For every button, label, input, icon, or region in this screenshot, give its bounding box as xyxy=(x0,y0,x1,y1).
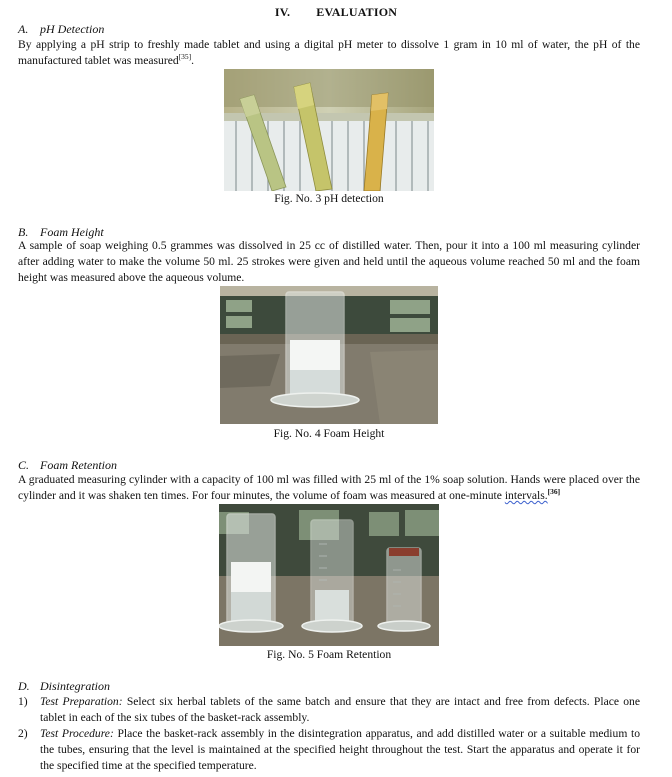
foam-retention-photo xyxy=(219,504,439,646)
step-label: Test Preparation: xyxy=(40,695,123,708)
section-b-title: B. Foam Height xyxy=(18,225,104,239)
section-a-paragraph: By applying a pH strip to freshly made tablet and using a digital pH meter to dissolve 1 gram in 10 ml of water, the pH of the manufactured tablet was measured[35]. xyxy=(18,38,640,67)
section-b-paragraph: A sample of soap weighing 0.5 grammes was dissolved in 25 cc of distilled water. Then, pour it into a 100 ml measuring cylinder after adding water to make the volume 50 ml. 25 strokes were given and held until the aqueous volume reached 50 ml and the foam height was measured above the aqueous volume. xyxy=(18,239,640,284)
heading-number: IV. xyxy=(274,5,291,19)
section-d-title: D. Disintegration xyxy=(18,679,111,693)
spellcheck-underlined-word: intervals. xyxy=(504,489,548,502)
citation: [36] xyxy=(547,487,561,497)
heading-title: EVALUATION xyxy=(316,5,398,19)
ph-strips-photo xyxy=(224,69,434,191)
figure-3-caption: Fig. No. 3 pH detection xyxy=(274,192,384,205)
disintegration-steps: 1) Test Preparation: Select six herbal tablets of the same batch and ensure that they are intact and free from defects. Place one tablet in each of the six tubes of the basket-rack assembly. 2) Test Procedure: Place the basket-rack assembly in the disintegration apparatus, and add distilled water or a suitable medium to the tubes, ensuring that the level is maintained at the specified height throughout the test. Start the apparatus and operate it for the specified time at the specified temperature. xyxy=(18,695,640,772)
section-heading xyxy=(0,5,672,20)
section-c-paragraph: A graduated measuring cylinder with a capacity of 100 ml was filled with 25 ml of the 1% soap solution. Hands were placed over the cylinder and it was shaken ten times. For four minutes, the volume of foam was measured at one-minute intervals.[36] xyxy=(18,473,640,502)
figure-4-caption: Fig. No. 4 Foam Height xyxy=(273,427,385,440)
section-c-title: C. Foam Retention xyxy=(18,458,117,472)
section-a-title: A. pH Detection xyxy=(18,22,105,36)
figure-5-caption: Fig. No. 5 Foam Retention xyxy=(266,648,392,661)
step-label: Test Procedure: xyxy=(40,727,114,740)
foam-height-photo xyxy=(220,286,438,424)
citation: [35] xyxy=(178,52,192,62)
